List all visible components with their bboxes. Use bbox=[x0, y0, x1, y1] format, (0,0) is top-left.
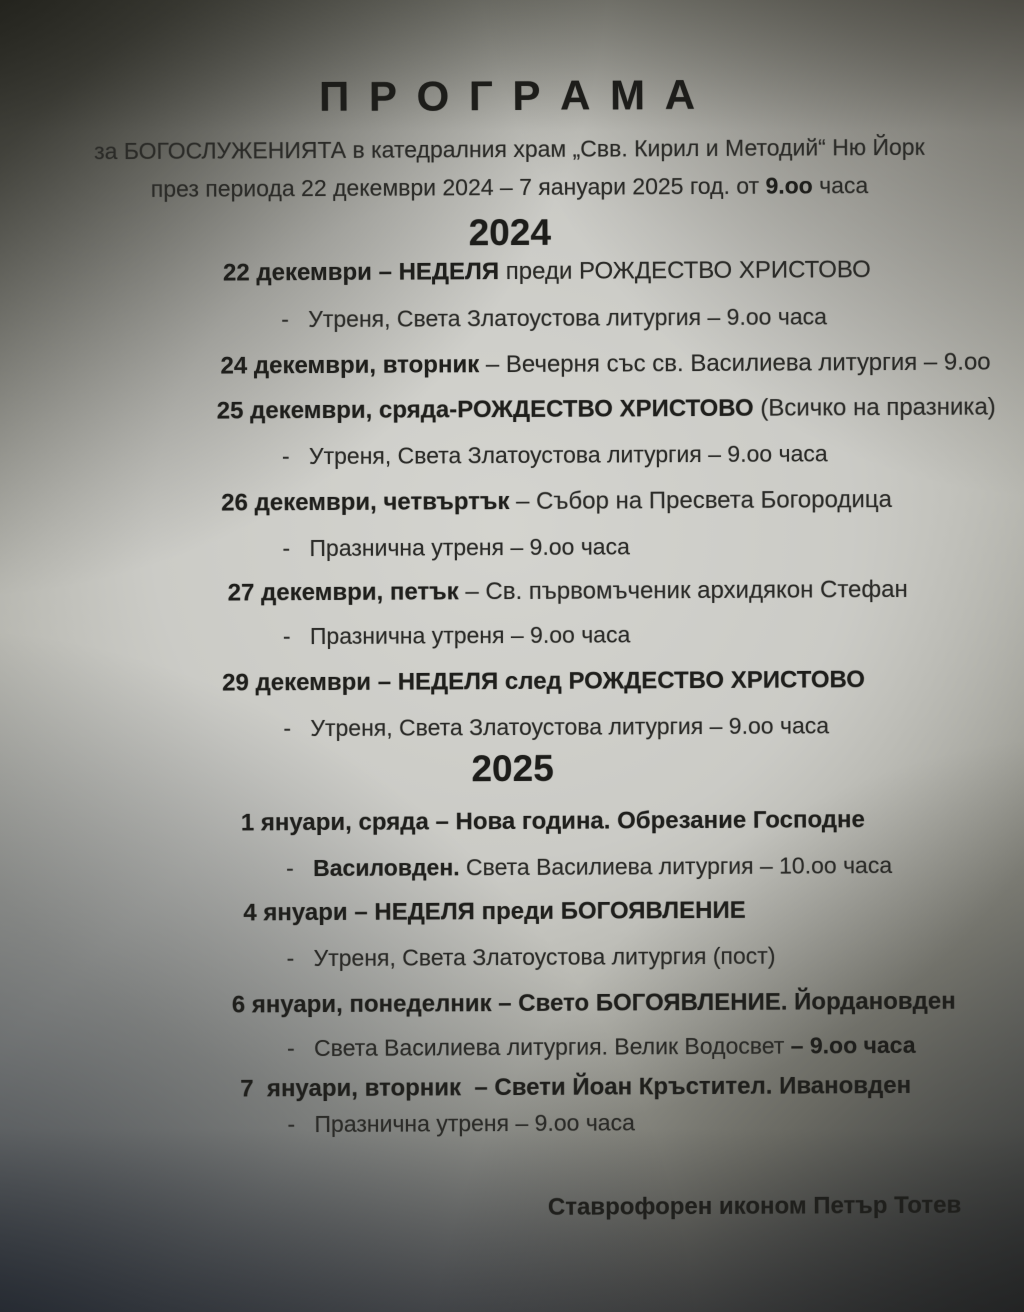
bullet-dash: - bbox=[287, 1111, 296, 1138]
page-title: П Р О Г Р А М А bbox=[318, 71, 700, 121]
service-text: Празнична утреня – 9.оо часа bbox=[314, 1109, 635, 1138]
entry-date bbox=[241, 806, 865, 837]
entry-date bbox=[223, 256, 871, 287]
bullet-dash: - bbox=[282, 535, 291, 562]
entry-date-rest: (Всичко на празника) bbox=[753, 393, 996, 422]
service-text: Празнична утреня – 9.оо часа bbox=[309, 621, 631, 650]
entry-date bbox=[217, 393, 996, 425]
service-line bbox=[283, 712, 829, 742]
signature: Ставрофорен иконом Петър Тотев bbox=[547, 1191, 962, 1221]
entry-date-rest: – Вечерня със св. Василиева литургия – 9.оо bbox=[479, 348, 991, 379]
bullet-dash: - bbox=[286, 945, 295, 972]
entry-date-bold: 22 декември – НЕДЕЛЯ bbox=[222, 258, 500, 287]
bullet-dash: - bbox=[286, 855, 294, 882]
year-heading-2025: 2025 bbox=[471, 747, 554, 790]
service-text: Утреня, Света Златоустова литургия – 9.оо часа bbox=[310, 712, 830, 742]
service-text: Утреня, Света Златоустова литургия – 9.оо часа bbox=[308, 440, 828, 470]
service-text: Света Василиева литургия. Велик Водосвет bbox=[313, 1032, 785, 1062]
subtitle-suffix: часа bbox=[812, 172, 869, 199]
subtitle-line-2 bbox=[0, 171, 1022, 203]
subtitle-line-1: за БОГОСЛУЖЕНИЯТА в катедралния храм „Свв. Кирил и Методий“ Ню Йорк bbox=[94, 133, 925, 165]
entry-date bbox=[240, 1072, 911, 1104]
entry-date-bold: 6 януари, понеделник – Свето БОГОЯВЛЕНИЕ. Йордановден bbox=[231, 987, 956, 1019]
entry-date-bold: 29 декември – НЕДЕЛЯ след РОЖДЕСТВО ХРИСТОВО bbox=[222, 666, 865, 697]
entry-date bbox=[222, 666, 865, 697]
entry-date bbox=[221, 486, 892, 518]
service-line bbox=[282, 533, 630, 562]
bullet-dash: - bbox=[283, 715, 292, 742]
service-line bbox=[282, 440, 828, 470]
entry-date-bold: 26 декември, четвъртък bbox=[221, 488, 510, 517]
entry-date bbox=[228, 576, 908, 608]
entry-date-rest: – Св. първомъченик архидякон Стефан bbox=[458, 575, 908, 606]
service-text: Утреня, Света Златоустова литургия (пост) bbox=[313, 942, 776, 972]
service-line bbox=[287, 943, 776, 973]
service-line bbox=[281, 303, 827, 333]
entry-date-rest: – Събор на Пресвета Богородица bbox=[509, 486, 892, 516]
service-text: Света Василиева литургия – 10.оо часа bbox=[459, 852, 893, 881]
entry-date-bold: 27 декември, петък bbox=[227, 578, 459, 607]
service-line bbox=[283, 621, 631, 650]
subtitle-period-text: през периода 22 декември 2024 – 7 яануари 2025 год. от bbox=[150, 172, 766, 202]
entry-date-rest: преди РОЖДЕСТВО ХРИСТОВО bbox=[499, 256, 871, 286]
service-line bbox=[287, 1032, 916, 1062]
service-line bbox=[287, 1109, 635, 1138]
bullet-dash: - bbox=[286, 1035, 295, 1062]
bullet-dash: - bbox=[282, 623, 291, 650]
year-heading-2024: 2024 bbox=[468, 211, 552, 254]
service-text: Утреня, Света Златоустова литургия – 9.оо часа bbox=[308, 303, 827, 333]
entry-date bbox=[243, 897, 745, 928]
service-text-bold: – 9.оо часа bbox=[784, 1031, 916, 1059]
service-text: Празнична утреня – 9.оо часа bbox=[309, 533, 630, 562]
entry-date bbox=[220, 348, 990, 380]
subtitle-time: 9.оо bbox=[765, 172, 813, 199]
entry-date-bold: 1 януари, сряда – Нова година. Обрезание Господне bbox=[240, 806, 865, 837]
bullet-dash: - bbox=[281, 306, 289, 333]
entry-date-bold: 7 януари, вторник – Свети Йоан Кръстител. Ивановден bbox=[240, 1071, 912, 1103]
service-line bbox=[286, 852, 892, 882]
entry-date bbox=[232, 988, 956, 1020]
entry-date-bold: 25 декември, сряда-РОЖДЕСТВО ХРИСТОВО bbox=[216, 394, 754, 425]
bullet-dash: - bbox=[281, 443, 290, 470]
entry-date-bold: 24 декември, вторник bbox=[220, 351, 480, 380]
service-text-bold: Василовден. bbox=[313, 854, 460, 882]
entry-date-bold: 4 януари – НЕДЕЛЯ преди БОГОЯВЛЕНИЕ bbox=[243, 896, 746, 927]
